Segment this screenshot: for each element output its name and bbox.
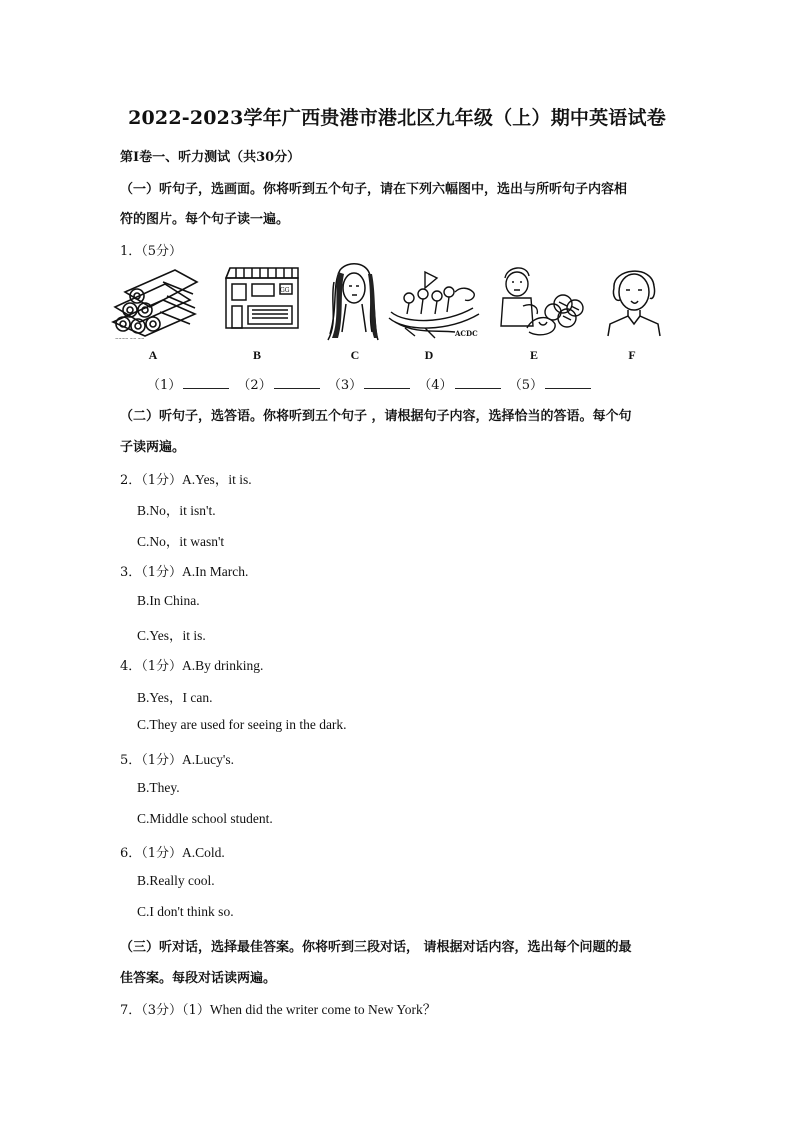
answer-blank-5[interactable] <box>545 376 591 389</box>
question-4-option-a: A.By drinking. <box>182 658 264 673</box>
picture-row <box>100 262 700 362</box>
question-1-label: 1．（5分） <box>120 244 183 259</box>
question-2-option-c: C.No，it wasn't <box>137 534 225 549</box>
question-5 <box>120 749 234 768</box>
answer-blanks-row <box>147 374 595 393</box>
question-4-option-c: C.They are used for seeing in the dark. <box>137 717 347 732</box>
house-icon <box>218 262 318 342</box>
question-7-label: 7．（3分）（1） <box>120 1003 210 1018</box>
woman-short-hair-icon <box>600 262 700 342</box>
answer-blank-2[interactable] <box>274 376 320 389</box>
picture-label-e: E <box>529 348 538 362</box>
section2-instruction-line2: 子读两遍。 <box>120 440 186 455</box>
picture-label-a: A <box>148 348 158 362</box>
page-title: 2022-2023学年广西贵港市港北区九年级（上）期中英语试卷 <box>128 107 666 129</box>
question-5-option-a: A.Lucy's. <box>182 752 234 767</box>
answer-blank-1[interactable] <box>183 376 229 389</box>
picture-label-f: F <box>628 348 636 362</box>
svg-text:~~~~ ~~ ~~: ~~~~ ~~ ~~ <box>115 336 145 341</box>
question-4-label: 4．（1分） <box>120 659 183 674</box>
question-3-option-c: C.Yes，it is. <box>137 628 206 643</box>
answer-blank-3[interactable] <box>364 376 410 389</box>
section3-instruction-line1: （三）听对话，选择最佳答案。你将听到三段对话， 请根据对话内容，选出每个问题的最 <box>120 940 632 955</box>
question-5-label: 5．（1分） <box>120 753 183 768</box>
question-2-label: 2．（1分） <box>120 473 183 488</box>
blank-label-4: （4） <box>418 378 453 393</box>
question-3-option-b: B.In China. <box>137 593 200 608</box>
picture-label-d: D <box>424 348 434 362</box>
question-6-label: 6．（1分） <box>120 846 183 861</box>
question-6 <box>120 842 225 861</box>
svg-text:GG: GG <box>280 287 290 294</box>
question-6-option-a: A.Cold. <box>182 845 225 860</box>
part1-heading: 第Ⅰ卷一、听力测试（共30分） <box>120 150 301 165</box>
question-7-text: When did the writer come to New York？ <box>209 1002 437 1017</box>
question-4-option-b: B.Yes，I can. <box>137 690 213 705</box>
boy-eating-icon <box>493 262 593 342</box>
picture-label-c: C <box>350 348 360 362</box>
question-6-option-b: B.Really cool. <box>137 873 215 888</box>
question-5-option-b: B.They. <box>137 780 180 795</box>
picture-label-b: B <box>252 348 261 362</box>
question-2-option-b: B.No，it isn't. <box>137 503 216 518</box>
question-3 <box>120 561 248 580</box>
answer-blank-4[interactable] <box>455 376 501 389</box>
question-7 <box>120 998 436 1018</box>
section1-instruction-line1: （一）听句子，选画面。你将听到五个句子，请在下列六幅图中，选出与所听句子内容相 <box>120 182 628 197</box>
question-3-option-a: A.In March. <box>182 564 249 579</box>
blank-label-1: （1） <box>147 378 182 393</box>
blank-label-2: （2） <box>237 378 272 393</box>
question-6-option-c: C.I don't think so. <box>137 904 234 919</box>
section3-instruction-line2: 佳答案。每段对话读两遍。 <box>120 971 277 986</box>
logs-icon <box>105 262 205 342</box>
blank-label-5: （5） <box>508 378 543 393</box>
section1-instruction-line2: 符的图片。每个句子读一遍。 <box>120 212 290 227</box>
blank-label-3: （3） <box>327 378 363 393</box>
question-4 <box>120 655 263 674</box>
question-5-option-c: C.Middle school student. <box>137 811 273 826</box>
svg-text:ACDC: ACDC <box>455 329 478 338</box>
question-2 <box>120 468 252 488</box>
question-2-option-a: A.Yes，it is. <box>182 472 252 487</box>
question-3-label: 3．（1分） <box>120 565 183 580</box>
section2-instruction-line1: （二）听句子，选答语。你将听到五个句子 ，请根据句子内容，选择恰当的答语。每个句 <box>120 409 632 424</box>
dragon-boat-icon <box>385 262 485 342</box>
